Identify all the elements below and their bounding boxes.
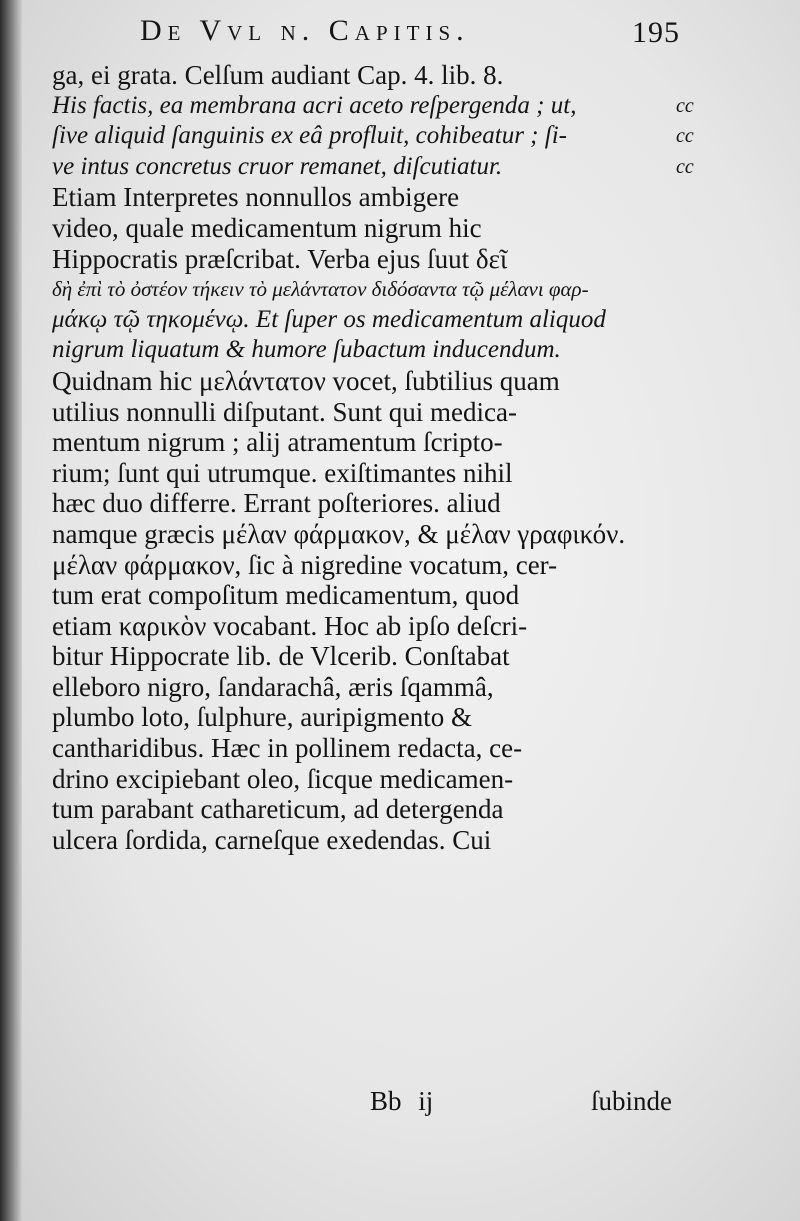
- text-line: His factis, ea membrana acri aceto reſpergenda ; ut,: [52, 91, 577, 119]
- text-line: ulcera ſordida, carneſque exedendas. Cui: [52, 824, 492, 855]
- text-line: utilius nonnulli diſputant. Sunt qui medica-: [52, 396, 517, 427]
- page-footer: [52, 1086, 672, 1122]
- margin-quote-marks: [676, 60, 716, 182]
- text-line: ſive aliquid ſanguinis ex eâ profluit, cohibeatur ; ſi-: [52, 122, 567, 150]
- text-line: ga, ei grata. Celſum audiant Cap. 4. lib. 8.: [52, 60, 504, 90]
- margin-mark: [676, 60, 716, 91]
- text-line: namque græcis μέλαν φάρμακον, & μέλαν γραφικόν.: [52, 518, 626, 549]
- text-line: μέλαν φάρμακον, ſic à nigredine vocatum, cer-: [52, 549, 558, 580]
- text-line: Hippocratis præſcribat. Verba ejus ſuut δεῖ: [52, 243, 508, 274]
- text-line: etiam καρικὸν vocabant. Hoc ab ipſo deſcri-: [52, 610, 528, 641]
- text-line: rium; ſunt qui utrumque. exiſtimantes nihil: [52, 457, 513, 488]
- page-number: 195: [632, 16, 680, 49]
- margin-mark: cc: [676, 94, 694, 117]
- text-line: mentum nigrum ; alij atramentum ſcripto-: [52, 427, 503, 458]
- page-header: [140, 14, 680, 54]
- running-head: De Vvl n. Capitis.: [140, 14, 470, 47]
- text-line: bitur Hippocrate lib. de Vlcerib. Conſtabat: [52, 641, 510, 672]
- text-line: Quidnam hic μελάντατον vocet, ſubtilius quam: [52, 365, 560, 396]
- body-text: [52, 60, 672, 855]
- text-line: hæc duo differre. Errant poſteriores. aliud: [52, 488, 501, 519]
- margin-mark: cc: [676, 155, 694, 178]
- text-line: nigrum liquatum & humore ſubactum inducendum.: [52, 336, 561, 364]
- text-line: Etiam Interpretes nonnullos ambigere: [52, 182, 460, 213]
- text-line: tum parabant cathareticum, ad detergenda: [52, 794, 504, 825]
- text-line: drino excipiebant oleo, ſicque medicamen-: [52, 763, 514, 794]
- text-line: ve intus concretus cruor remanet, diſcutiatur.: [52, 152, 503, 180]
- text-line: cantharidibus. Hæc in pollinem redacta, ce-: [52, 733, 523, 764]
- text-line: video, quale medicamentum nigrum hic: [52, 212, 482, 243]
- text-line: μάκῳ τῷ τηκομένῳ. Et ſuper os medicamentum aliquod: [52, 305, 606, 333]
- text-line: δὴ ἐπὶ τὸ ὀστέον τήκειν τὸ μελάντατον διδόσαντα τῷ μέλανι φαρ-: [52, 277, 589, 302]
- text-line: tum erat compoſitum medicamentum, quod: [52, 580, 520, 611]
- page-gutter-shadow: [0, 0, 22, 1221]
- text-line: elleboro nigro, ſandarachâ, æris ſqammâ,: [52, 671, 494, 702]
- signature-mark: Bb ij: [370, 1086, 434, 1116]
- catchword: ſubinde: [591, 1086, 672, 1116]
- text-line: plumbo loto, ſulphure, auripigmento &: [52, 702, 472, 733]
- margin-mark: cc: [676, 125, 694, 148]
